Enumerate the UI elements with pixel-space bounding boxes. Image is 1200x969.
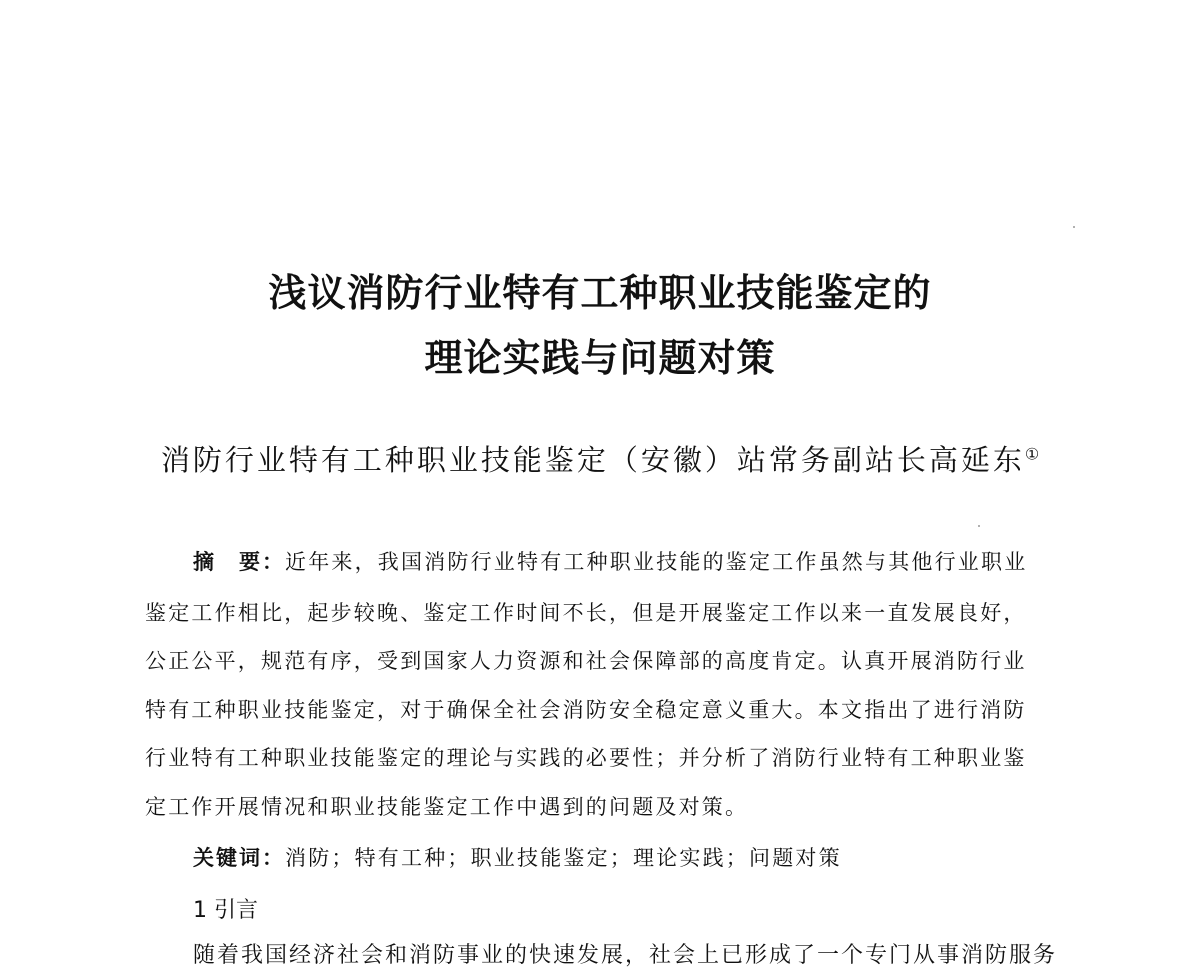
keywords-label: 关键词： xyxy=(193,846,285,870)
abstract-label: 摘 要： xyxy=(193,550,285,574)
abstract-text-1: 近年来，我国消防行业特有工种职业技能的鉴定工作虽然与其他行业职业 xyxy=(285,550,1028,574)
section-heading: 1 引言 xyxy=(193,898,258,923)
author-line xyxy=(0,438,1200,479)
body-first-line: 随着我国经济社会和消防事业的快速发展，社会上已形成了一个专门从事消防服务 xyxy=(193,943,1058,968)
footnote-mark: ① xyxy=(1024,444,1040,464)
scan-speck xyxy=(978,525,980,527)
abstract-line-5: 行业特有工种职业技能鉴定的理论与实践的必要性；并分析了消防行业特有工种职业鉴 xyxy=(145,746,1027,770)
keywords-line xyxy=(193,842,1060,872)
abstract-line-4: 特有工种职业技能鉴定，对于确保全社会消防安全稳定意义重大。本文指出了进行消防 xyxy=(145,698,1027,722)
abstract-line-6: 定工作开展情况和职业技能鉴定工作中遇到的问题及对策。 xyxy=(145,795,749,819)
author-text: 消防行业特有工种职业技能鉴定（安徽）站常务副站长高延东 xyxy=(160,443,1025,477)
keywords-text: 消防；特有工种；职业技能鉴定；理论实践；问题对策 xyxy=(285,846,842,870)
title-line-2: 理论实践与问题对策 xyxy=(424,336,776,380)
abstract-line-2: 鉴定工作相比，起步较晚、鉴定工作时间不长，但是开展鉴定工作以来一直发展良好， xyxy=(145,601,1027,625)
abstract-line-1 xyxy=(193,546,1060,576)
abstract-line-3: 公正公平，规范有序，受到国家人力资源和社会保障部的高度肯定。认真开展消防行业 xyxy=(145,649,1027,673)
scan-speck xyxy=(1073,226,1075,228)
title-line-1: 浅议消防行业特有工种职业技能鉴定的 xyxy=(268,271,932,315)
